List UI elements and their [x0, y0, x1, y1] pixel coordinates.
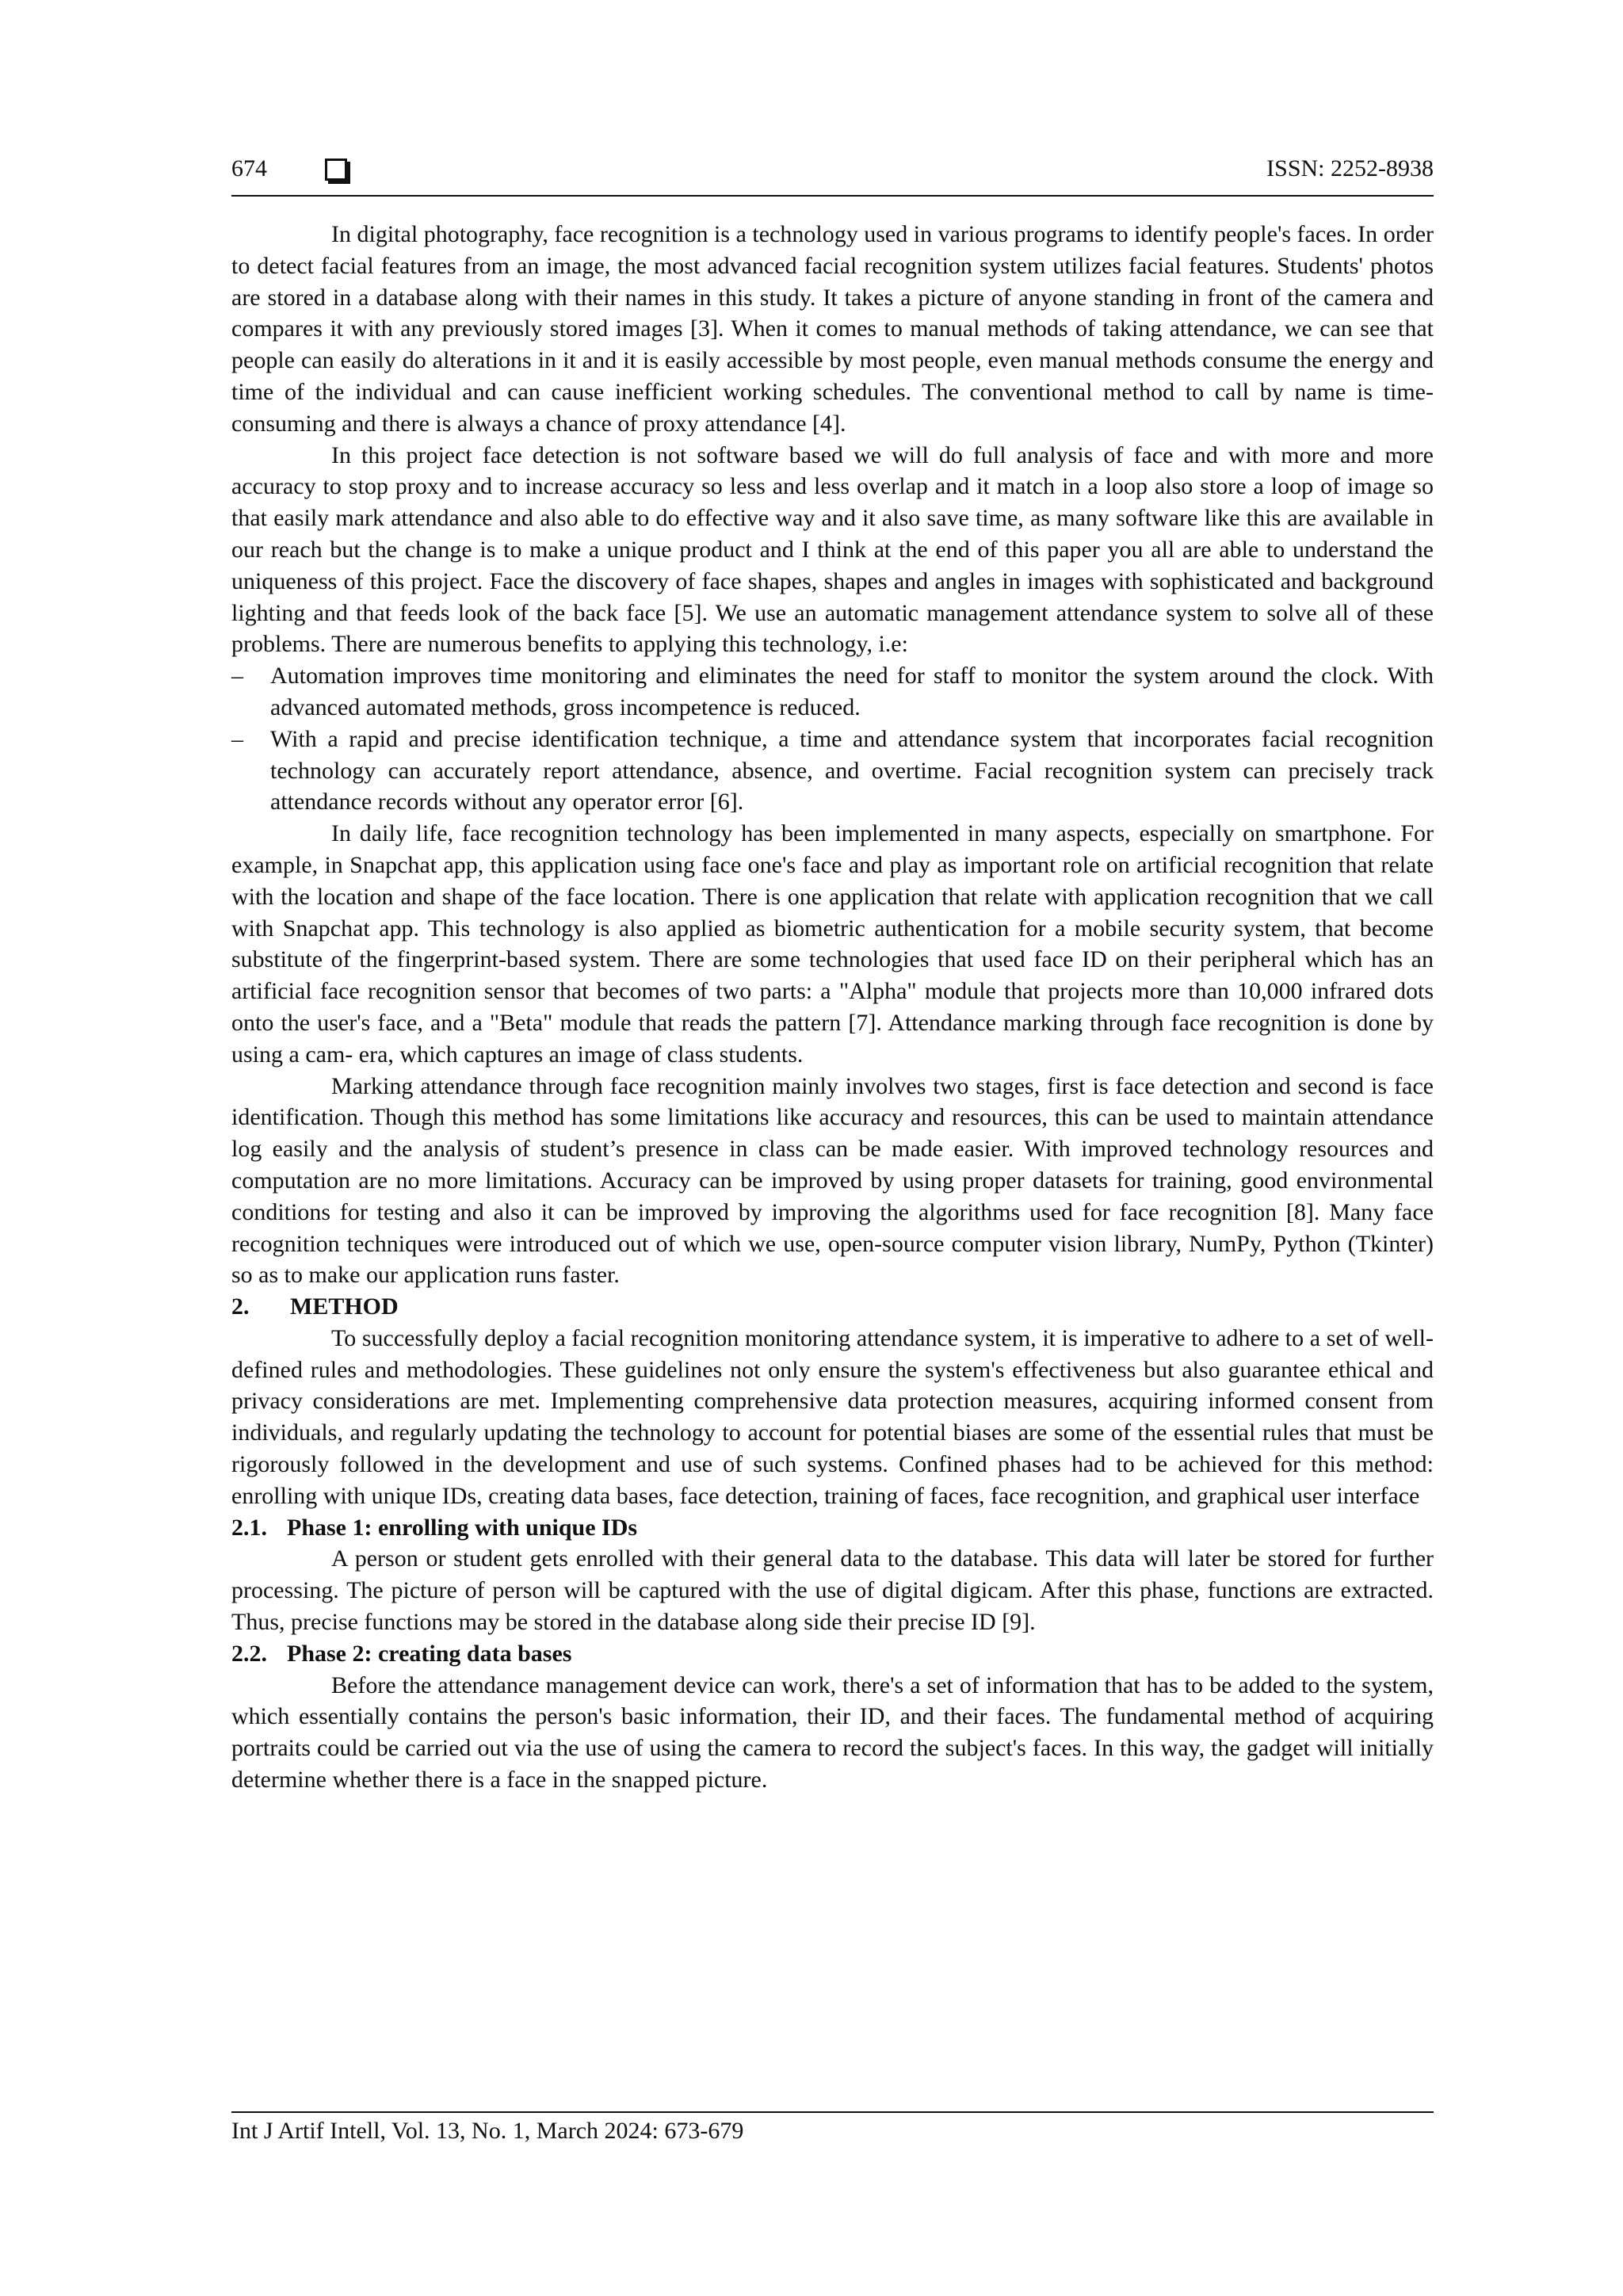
body-paragraph: To successfully deploy a facial recognition monitoring attendance system, it is imperative to adhere to a set of well-defined rules and methodologies. These guidelines not only ensure the system's effectiveness but also guarantee ethical and privacy considerations are met. Implementing comprehensive data protection measures, acquiring informed consent from individuals, and regularly updating the technology to account for potential biases are some of the essential rules that must be rigorously followed in the development and use of such systems. Confined phases had to be achieved for this method: enrolling with unique IDs, creating data bases, face detection, training of faces, face recognition, and graphical user interface [231, 1324, 1434, 1509]
body-paragraph: Before the attendance management device can work, there's a set of information that has to be added to the system, which essentially contains the person's basic information, their ID, and their faces. The fundamental method of acquiring portraits could be carried out via the use of using the camera to record the subject's faces. In this way, the gadget will initially determine whether there is a face in the snapped picture. [231, 1671, 1434, 1794]
section-title: METHOD [290, 1293, 399, 1320]
section-heading-method [231, 1291, 1434, 1323]
subsection-number: 2.2. [231, 1640, 267, 1667]
dash-bullet: – [231, 663, 243, 690]
body-paragraph: A person or student gets enrolled with their general data to the database. This data will later be stored for further processing. The picture of person will be captured with the use of digital digicam. After this phase, functions are extracted. Thus, precise functions may be stored in the database along side their precise ID [9]. [231, 1545, 1434, 1636]
body-paragraph: In daily life, face recognition technology has been implemented in many aspects, especially on smartphone. For example, in Snapchat app, this application using face one's face and play as important role on artificial recognition that relate with the location and shape of the face location. There is one application that relate with application recognition that we call with Snapchat app. This technology is also applied as biometric authentication for a mobile security system, that become substitute of the fingerprint-based system. There are some technologies that used face ID on their peripheral which has an artificial face recognition sensor that becomes of two parts: a "Alpha" module that projects more than 10,000 infrared dots onto the user's face, and a "Beta" module that reads the pattern [7]. Attendance marking through face recognition is done by using a cam- era, which captures an image of class students. [231, 820, 1434, 1068]
subsection-title: Phase 1: enrolling with unique IDs [287, 1514, 638, 1541]
section-number: 2. [231, 1293, 250, 1320]
article-body [231, 219, 1434, 1796]
benefits-list [231, 660, 1434, 818]
page-header [231, 155, 1434, 197]
page-number: 674 [231, 155, 267, 181]
subsection-title: Phase 2: creating data bases [287, 1640, 572, 1667]
issn-label: ISSN: 2252-8938 [1266, 155, 1434, 181]
subsection-heading-phase-2 [231, 1638, 1434, 1670]
square-bullet-icon [325, 159, 347, 181]
subsection-number: 2.1. [231, 1514, 267, 1541]
body-paragraph: Marking attendance through face recognition mainly involves two stages, first is face detection and second is face identification. Though this method has some limitations like accuracy and resources, this can be used to maintain attendance log easily and the analysis of student’s presence in class can be made easier. With improved technology resources and computation are no more limitations. Accuracy can be improved by using proper datasets for training, good environmental conditions for testing and also it can be improved by improving the algorithms used for face recognition [8]. Many face recognition techniques were introduced out of which we use, open-source computer vision library, NumPy, Python (Tkinter) so as to make our application runs faster. [231, 1072, 1434, 1289]
dash-bullet: – [231, 725, 243, 752]
list-item [231, 660, 1434, 724]
list-item-text: Automation improves time monitoring and eliminates the need for staff to monitor the system around the clock. With advanced automated methods, gross incompetence is reduced. [270, 663, 1434, 720]
list-item [231, 724, 1434, 818]
list-item-text: With a rapid and precise identification technique, a time and attendance system that incorporates facial recognition technology can accurately report attendance, absence, and overtime. Facial recognition system can precisely track attendance records without any operator error [6]. [270, 725, 1434, 816]
body-paragraph: In this project face detection is not software based we will do full analysis of face and with more and more accuracy to stop proxy and to increase accuracy so less and less overlap and it match in a loop also store a loop of image so that easily mark attendance and also able to do effective way and it also save time, as many software like this are available in our reach but the change is to make a unique product and I think at the end of this paper you all are able to understand the uniqueness of this project. Face the discovery of face shapes, shapes and angles in images with sophisticated and background lighting and that feeds look of the back face [5]. We use an automatic management attendance system to solve all of these problems. There are numerous benefits to applying this technology, i.e: [231, 441, 1434, 658]
subsection-heading-phase-1 [231, 1512, 1434, 1544]
page-footer [231, 2111, 1434, 2145]
journal-citation: Int J Artif Intell, Vol. 13, No. 1, March 2024: 673-679 [231, 2118, 744, 2144]
body-paragraph: In digital photography, face recognition is a technology used in various programs to identify people's faces. In order to detect facial features from an image, the most advanced facial recognition system utilizes facial features. Students' photos are stored in a database along with their names in this study. It takes a picture of anyone standing in front of the camera and compares it with any previously stored images [3]. When it comes to manual methods of taking attendance, we can see that people can easily do alterations in it and it is easily accessible by most people, even manual methods consume the energy and time of the individual and can cause inefficient working schedules. The conventional method to call by name is time-consuming and there is always a chance of proxy attendance [4]. [231, 221, 1434, 437]
